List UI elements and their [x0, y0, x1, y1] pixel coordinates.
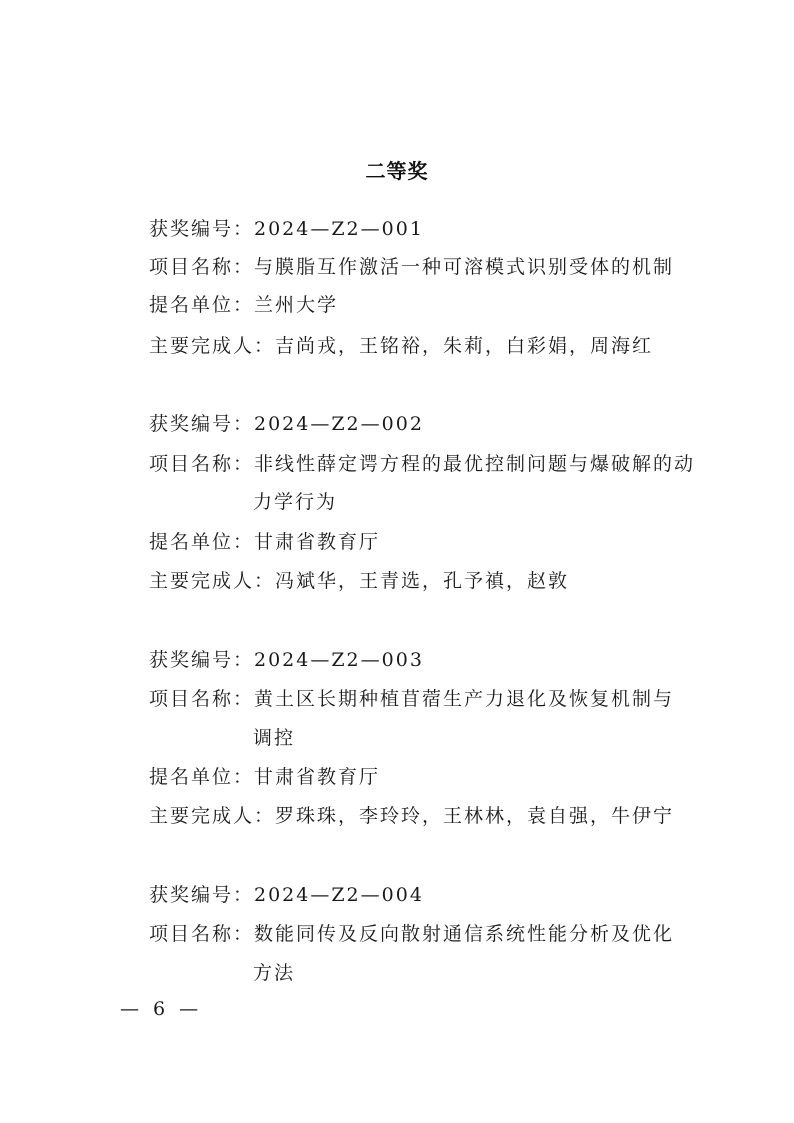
page-number: — 6 — [120, 998, 203, 1020]
project-name: 项目名称：数能同传及反向散射通信系统性能分析及优化 [149, 923, 675, 945]
project-name: 项目名称：黄土区长期种植苜蓿生产力退化及恢复机制与 [149, 688, 675, 710]
project-name: 项目名称：与膜脂互作激活一种可溶模式识别受体的机制 [149, 256, 675, 278]
project-name: 项目名称：非线性薛定谔方程的最优控制问题与爆破解的动 [149, 453, 696, 475]
nominating-unit: 提名单位：甘肃省教育厅 [149, 766, 381, 788]
award-number: 获奖编号：2024—Z2—001 [149, 218, 424, 240]
main-contributors: 主要完成人：吉尚戎，王铭裕，朱莉，白彩娟，周海红 [149, 335, 654, 357]
main-contributors: 主要完成人：罗珠珠，李玲玲，王林林，袁自强，牛伊宁 [149, 805, 675, 827]
project-name-continued: 调控 [253, 727, 296, 749]
award-number: 获奖编号：2024—Z2—002 [149, 413, 424, 435]
award-number: 获奖编号：2024—Z2—004 [149, 884, 424, 906]
nominating-unit: 提名单位：兰州大学 [149, 294, 339, 316]
page-title: 二等奖 [365, 159, 429, 183]
main-contributors: 主要完成人：冯斌华，王青选，孔予禛，赵敦 [149, 570, 570, 592]
award-number: 获奖编号：2024—Z2—003 [149, 649, 424, 671]
project-name-continued: 力学行为 [253, 491, 338, 513]
nominating-unit: 提名单位：甘肃省教育厅 [149, 531, 381, 553]
project-name-continued: 方法 [253, 962, 296, 984]
